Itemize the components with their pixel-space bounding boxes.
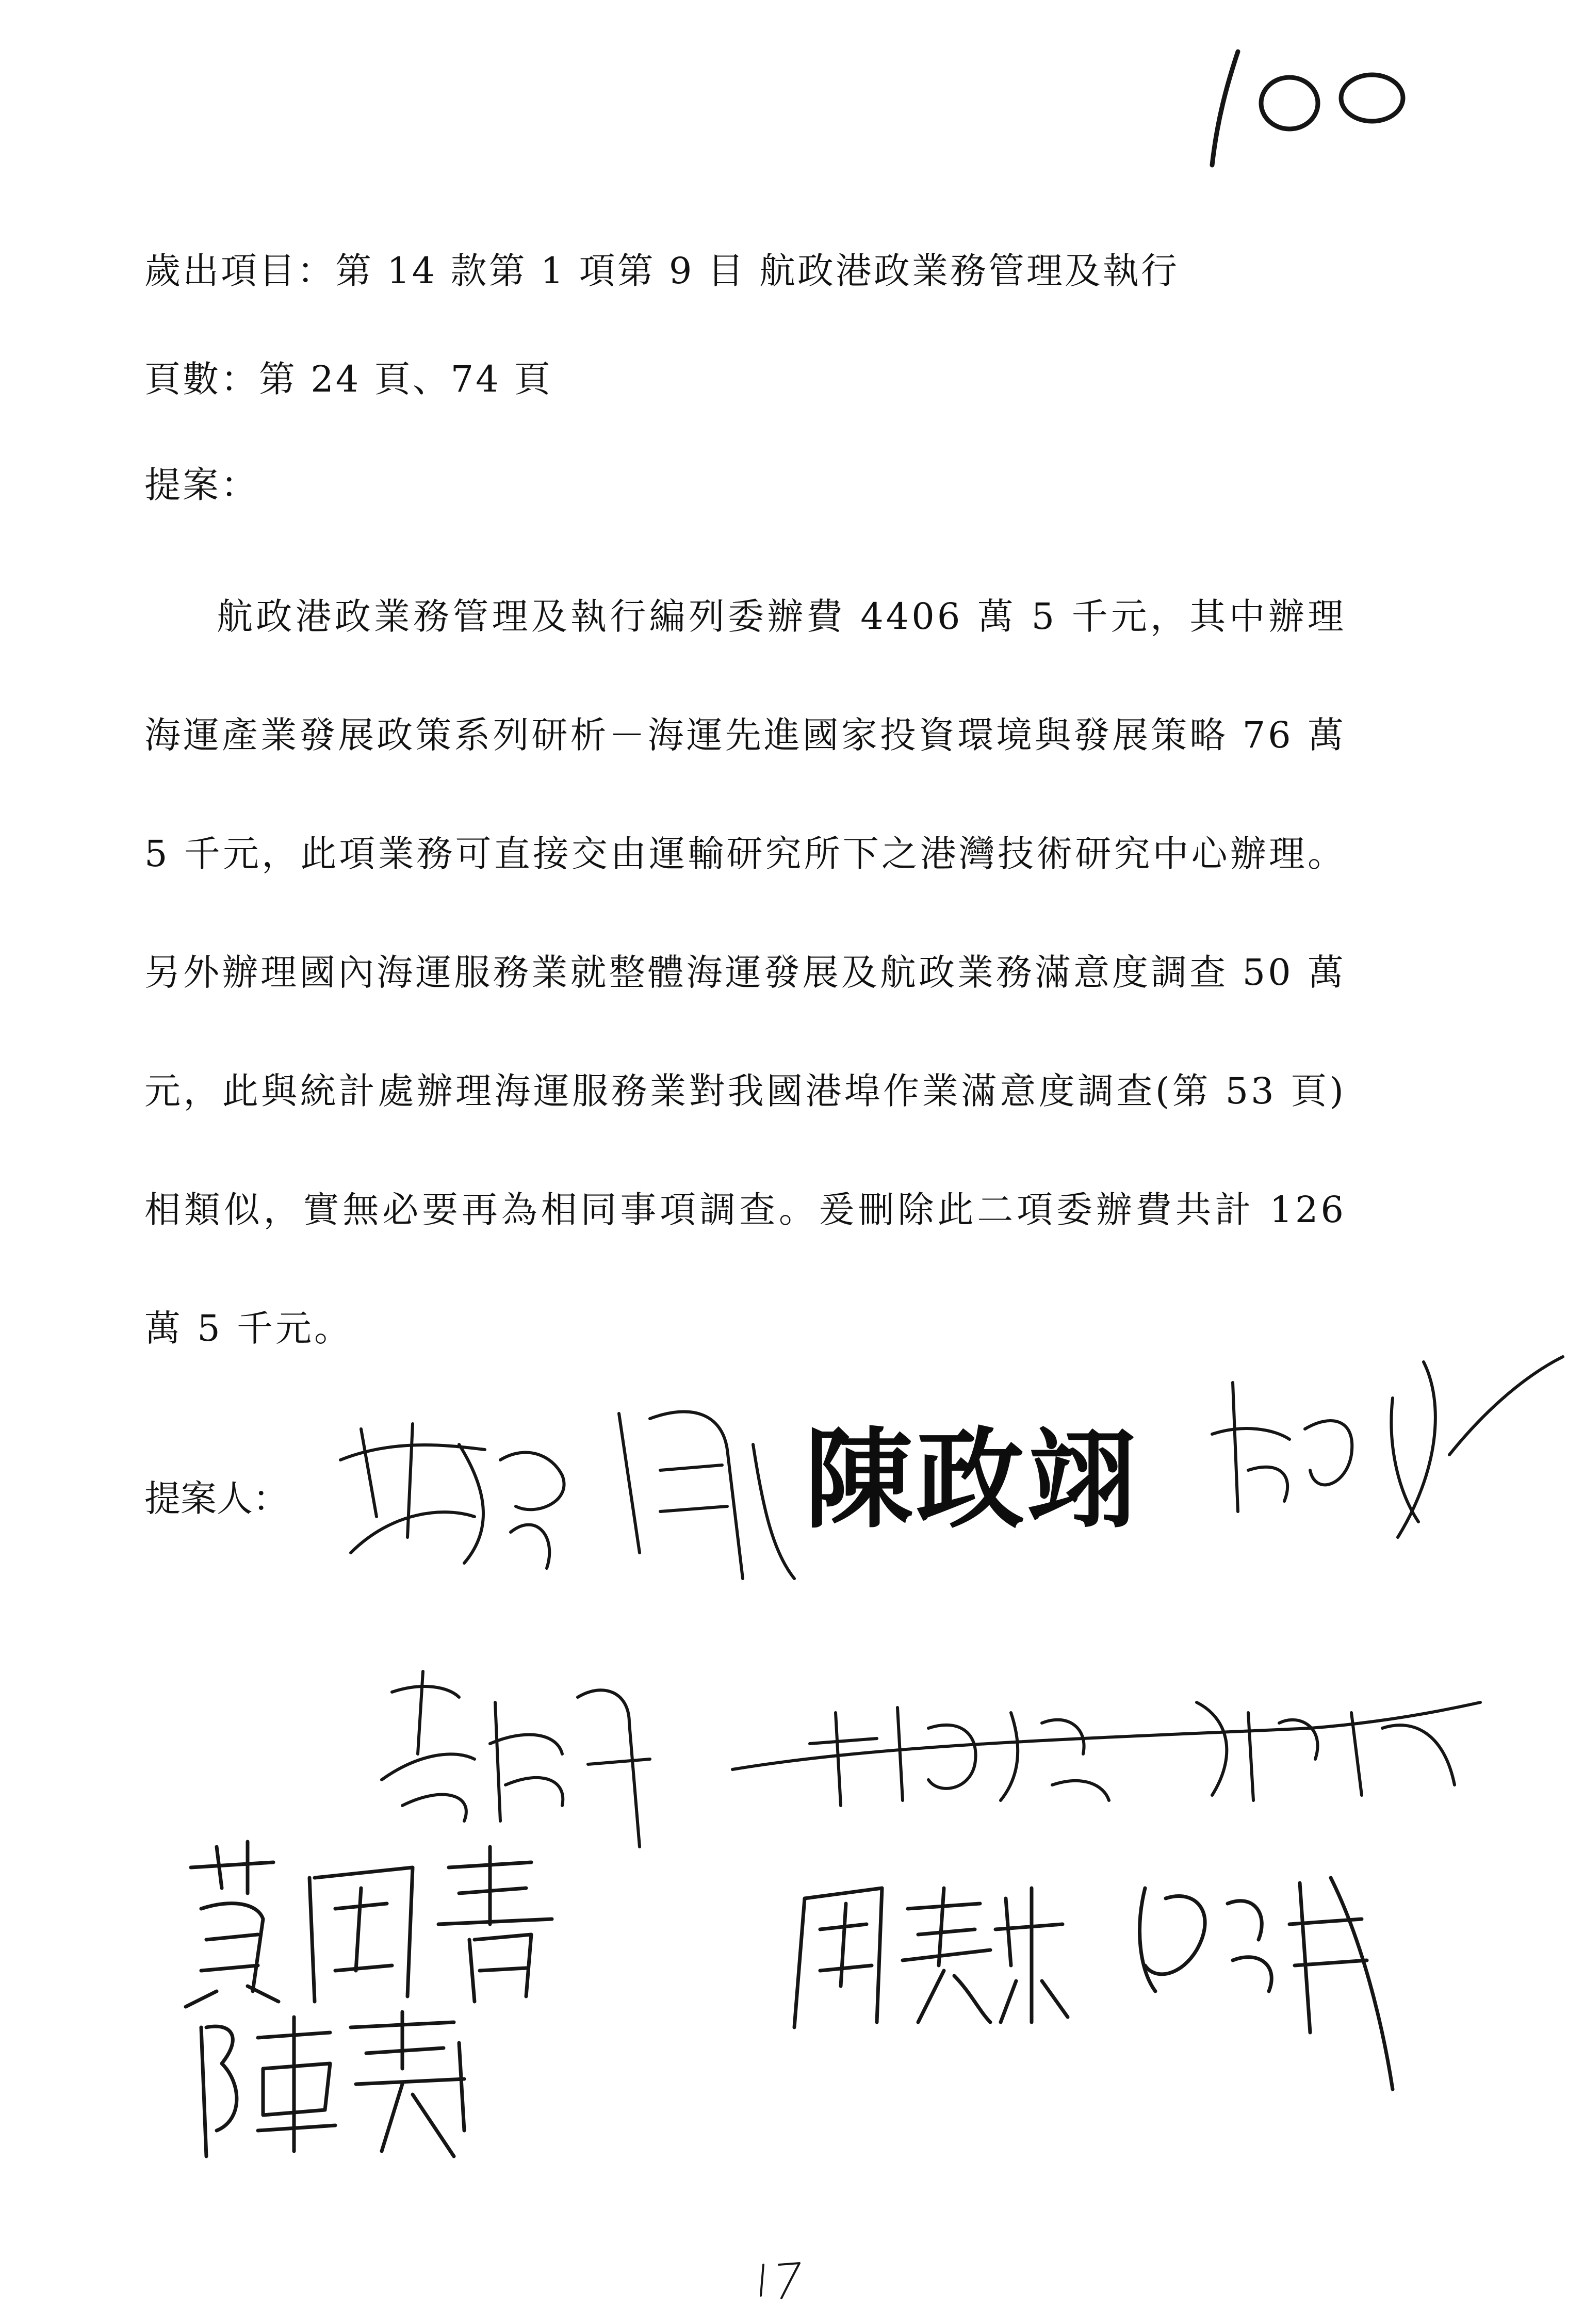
signature-printed-text: 陳政翊 bbox=[805, 1417, 1139, 1543]
signature-6 bbox=[170, 1837, 562, 2012]
signature-7 bbox=[186, 2007, 475, 2162]
handwritten-number bbox=[1202, 41, 1429, 175]
signature-9 bbox=[1124, 1867, 1413, 2105]
signature-5 bbox=[732, 1682, 1491, 1826]
signature-4 bbox=[371, 1651, 660, 1867]
proposer-label: 提案人： bbox=[144, 1477, 289, 1520]
page-number bbox=[750, 2257, 812, 2303]
proposal-paragraph: 航政港政業務管理及執行編列委辦費 4406 萬 5 千元，其中辦理海運產業發展政策系列研析－海運先進國家投資環境與發展策略 76 萬 5 千元，此項業務可直接交由運輸研究所下之港灣技術研究中心辦理。另外辦理國內海運服務業就整體海運發展及航政業務滿意度調查 50 萬元，此與統計處辦理海運服務業對我國港埠作業滿意度調查(第 53 頁)相類似，實無必要再為相同事項調查。爰刪除此二項委辦費共計 126 萬 5 千元。 bbox=[144, 595, 1346, 1350]
heading-budget-item: 歲出項目：第 14 款第 1 項第 9 目 航政港政業務管理及執行 bbox=[144, 250, 1179, 292]
signature-3 bbox=[1202, 1341, 1573, 1558]
signature-printed bbox=[805, 1393, 1197, 1548]
heading-pages: 頁數：第 24 頁、74 頁 bbox=[144, 358, 552, 400]
heading-proposal: 提案： bbox=[144, 464, 259, 506]
signature-1 bbox=[330, 1383, 805, 1599]
proposal-body bbox=[144, 557, 1346, 1388]
signature-8 bbox=[774, 1867, 1073, 2033]
